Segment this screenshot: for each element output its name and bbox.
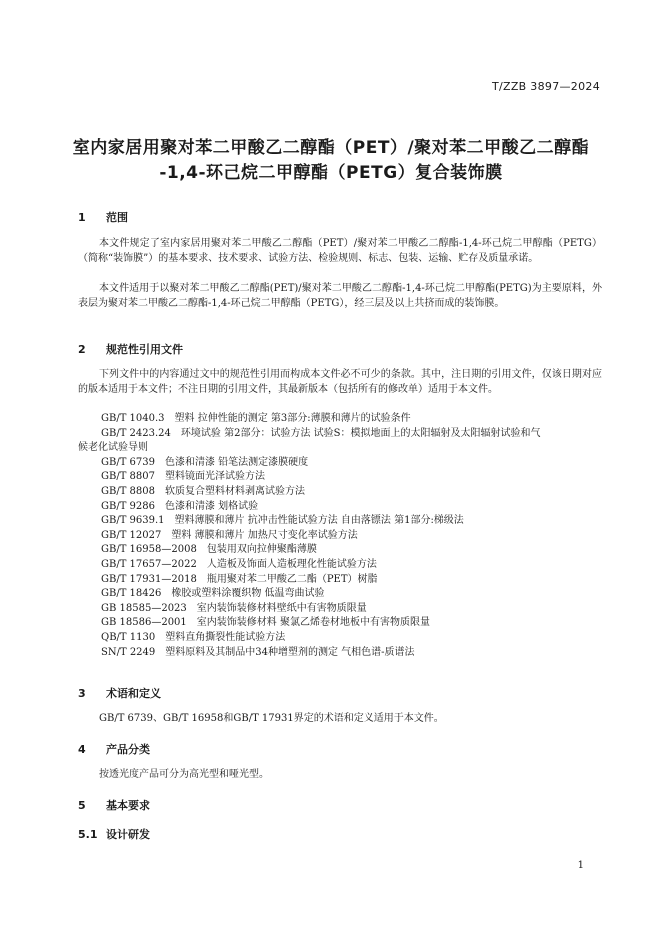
reference-item: GB/T 6739 色漆和清漆 铅笔法测定漆膜硬度 — [101, 456, 309, 468]
section-number: 4 — [78, 743, 86, 756]
reference-item: GB/T 8807 塑料镜面光泽试验方法 — [101, 471, 266, 483]
section-3-heading — [78, 685, 161, 701]
section-number: 5 — [78, 799, 86, 812]
reference-list — [78, 412, 602, 660]
reference-item: GB/T 9286 色漆和清漆 划格试验 — [101, 500, 259, 512]
reference-item: GB/T 17657—2022 人造板及饰面人造板理化性能试验方法 — [101, 558, 377, 570]
reference-item: GB/T 12027 塑料 薄膜和薄片 加热尺寸变化率试验方法 — [101, 529, 358, 541]
section-4-heading — [78, 741, 150, 757]
reference-item: GB/T 17931—2018 瓶用聚对苯二甲酸乙二酯（PET）树脂 — [101, 573, 378, 585]
reference-item: GB/T 9639.1 塑料薄膜和薄片 抗冲击性能试验方法 自由落镖法 第1部分:梯级法 — [101, 515, 464, 527]
scope-paragraph-1: 本文件规定了室内家居用聚对苯二甲酸乙二醇酯（PET）/聚对苯二甲酸乙二醇酯-1,4-环己烷二甲醇酯（PETG）（简称“装饰膜”）的基本要求、技术要求、试验方法、检验规则、标志、包装、运输、贮存及质量承诺。 — [78, 238, 602, 264]
section-5-heading — [78, 797, 150, 813]
standard-code: T/ZZB 3897—2024 — [491, 80, 600, 93]
reference-item: GB 18585—2023 室内装饰装修材料壁纸中有害物质限量 — [101, 602, 367, 614]
reference-item: GB 18586—2001 室内装饰装修材料 聚氯乙烯卷材地板中有害物质限量 — [101, 617, 430, 629]
reference-item: GB/T 1040.3 塑料 拉伸性能的测定 第3部分:薄膜和薄片的试验条件 — [101, 413, 411, 424]
reference-item: QB/T 1130 塑料直角撕裂性能试验方法 — [101, 631, 286, 643]
section-1-heading — [78, 209, 128, 225]
section-title: 术语和定义 — [106, 687, 161, 700]
section-5-1-heading — [78, 826, 150, 842]
title-line-2: -1,4-环己烷二甲醇酯（PETG）复合装饰膜 — [159, 163, 503, 183]
title-line-1: 室内家居用聚对苯二甲酸乙二醇酯（PET）/聚对苯二甲酸乙二醇酯 — [72, 138, 590, 158]
section-title: 设计研发 — [106, 828, 150, 841]
reference-item: GB/T 18426 橡胶或塑料涂覆织物 低温弯曲试验 — [101, 588, 325, 600]
scope-paragraph-2: 本文件适用于以聚对苯二甲酸乙二醇酯(PET)/聚对苯二甲酸乙二醇酯-1,4-环己烷二甲醇酯(PETG)为主要原料，外表层为聚对苯二甲酸乙二醇酯-1,4-环己烷二甲醇酯（PETG），经三层及以上共挤而成的装饰膜。 — [78, 283, 602, 309]
classification-paragraph: 按透光度产品可分为高光型和哑光型。 — [99, 769, 269, 780]
reference-item: GB/T 2423.24 环境试验 第2部分：试验方法 试验S：模拟地面上的太阳辐射及太阳辐射试验和气 — [101, 427, 541, 439]
references-intro: 下列文件中的内容通过文中的规范性引用而构成本文件必不可少的条款。其中，注日期的引用文件，仅该日期对应的版本适用于本文件；不注日期的引用文件，其最新版本（包括所有的修改单）适用于本文件。 — [78, 369, 602, 395]
section-number: 2 — [78, 343, 86, 356]
section-number: 5.1 — [78, 828, 98, 841]
reference-item: SN/T 2249 塑料原料及其制品中34种增塑剂的测定 气相色谱-质谱法 — [101, 646, 415, 658]
section-title: 规范性引用文件 — [106, 343, 183, 356]
section-title: 范围 — [106, 211, 128, 224]
page-number: 1 — [577, 860, 584, 871]
terms-paragraph: GB/T 6739、GB/T 16958和GB/T 17931界定的术语和定义适用于本文件。 — [99, 713, 444, 724]
reference-item: GB/T 8808 软质复合塑料材料剥离试验方法 — [101, 485, 306, 497]
section-number: 1 — [78, 211, 86, 224]
section-title: 产品分类 — [106, 743, 150, 756]
document-title — [60, 136, 602, 186]
reference-item-continuation: 候老化试验导则 — [78, 442, 148, 454]
section-title: 基本要求 — [106, 799, 150, 812]
section-number: 3 — [78, 687, 86, 700]
reference-item: GB/T 16958—2008 包装用双向拉伸聚酯薄膜 — [101, 544, 317, 556]
section-2-heading — [78, 341, 183, 357]
